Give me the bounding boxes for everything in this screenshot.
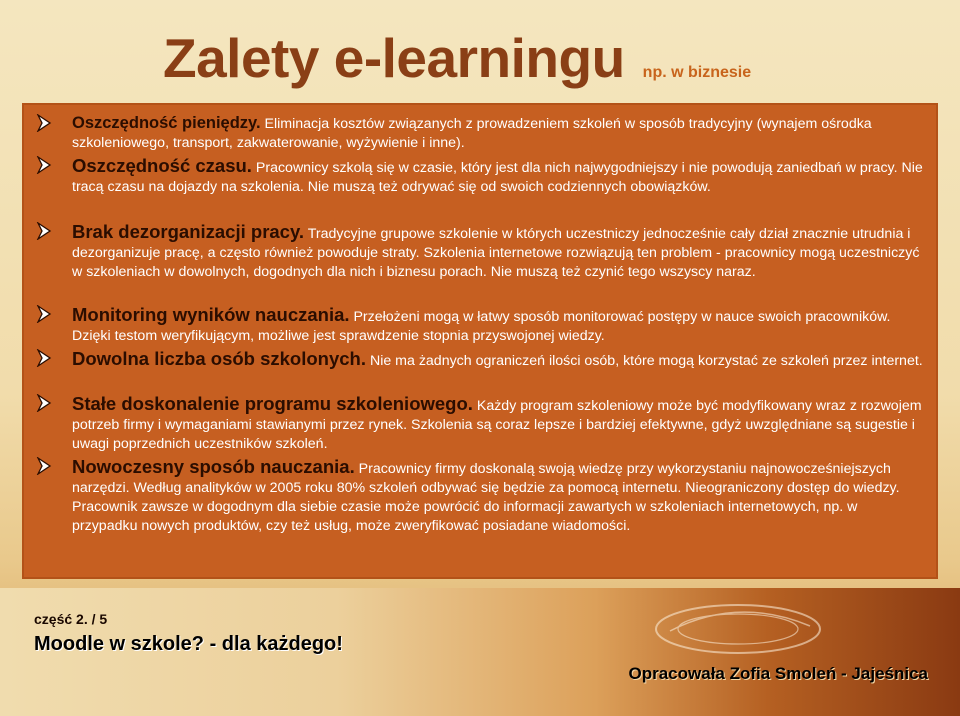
arrow-bullet-icon [36,222,52,240]
list-item [24,222,924,282]
list-item [24,457,924,536]
arrow-bullet-icon [36,457,52,475]
list-item [24,156,924,197]
arrow-bullet-icon [36,156,52,174]
page-subtitle: np. w biznesie [642,64,752,81]
item-lead: Oszczędność pieniędzy. [72,114,261,132]
list-item [24,305,924,346]
item-text: Pracownicy firmy doskonalą swoją wiedzę przy wykorzystaniu najnowocześniejszych narzędzi. Według analityków w 2005 roku 80% szkoleń odbywać się będzie za pomocą internetu. Nieograniczony dostęp do wiedzy. Pracownik zawsze w dogodnym dla siebie czasie może powrócić do informacji zawartych w szkoleniach internetowych, np. w przypadku nowych produktów, czy też usług, może zweryfikować posiadane wiadomości. [72,461,900,534]
item-lead: Nowoczesny sposób nauczania. [72,456,355,477]
list-item [24,349,924,371]
list-item [24,114,924,153]
item-text: Pracownicy szkolą się w czasie, który jest dla nich najwygodniejszy i nie powodują zaniedbań w pracy. Nie tracą czasu na dojazdy na szkolenia. Nie muszą też odrywać się od swoich codziennych obowiązków. [72,160,923,195]
author: Opracowała Zofia Smoleń - Jajeśnica [628,664,928,683]
item-lead: Dowolna liczba osób szkolonych. [72,348,366,369]
item-text: Tradycyjne grupowe szkolenie w których uczestniczy jednocześnie cały dział znacznie utrudnia i dezorganizuje pracę, a często również powoduje straty. Szkolenia internetowe rozwiązują ten problem - pracownicy mogą uczestniczyć w szkoleniach w dowolnych, dogodnych dla nich i biznesu porach. Nie muszą też czynić tego wszyscy naraz. [72,226,920,280]
item-lead: Stałe doskonalenie programu szkoleniowego. [72,393,473,414]
item-text: Eliminacja kosztów związanych z prowadzeniem szkoleń w sposób tradycyjny (wynajem ośrodka szkoleniowego, transport, zakwaterowanie, wyżywienie i inne). [72,116,872,151]
arrow-bullet-icon [36,394,52,412]
arrow-bullet-icon [36,305,52,323]
item-text: Nie ma żadnych ograniczeń ilości osób, które mogą korzystać ze szkoleń przez internet. [366,353,923,369]
item-text: Każdy program szkoleniowy może być modyfikowany wraz z rozwojem potrzeb firmy i wymaganiami stawianymi przez rynek. Szkolenia są coraz lepsze i bardziej efektywne, gdyż uwzględniane są sugestie i uwagi poprzednich uczestników szkoleń. [72,398,922,452]
arrow-bullet-icon [36,114,52,132]
part-number: część 2. / 5 [34,611,108,627]
content-box [22,103,938,579]
title-row [163,26,751,96]
page-title: Zalety e-learningu [163,27,625,89]
course-logo-icon [650,596,825,658]
list-item [24,394,924,454]
arrow-bullet-icon [36,349,52,367]
item-lead: Monitoring wyników nauczania. [72,304,350,325]
item-text: Przełożeni mogą w łatwy sposób monitorować postępy w nauce swoich pracowników. Dzięki testom weryfikującym, możliwe jest sprawdzenie stopnia przyswojonej wiedzy. [72,309,891,344]
course-name: Moodle w szkole? - dla każdego! [34,633,343,655]
item-lead: Brak dezorganizacji pracy. [72,221,305,242]
item-lead: Oszczędność czasu. [72,155,252,176]
